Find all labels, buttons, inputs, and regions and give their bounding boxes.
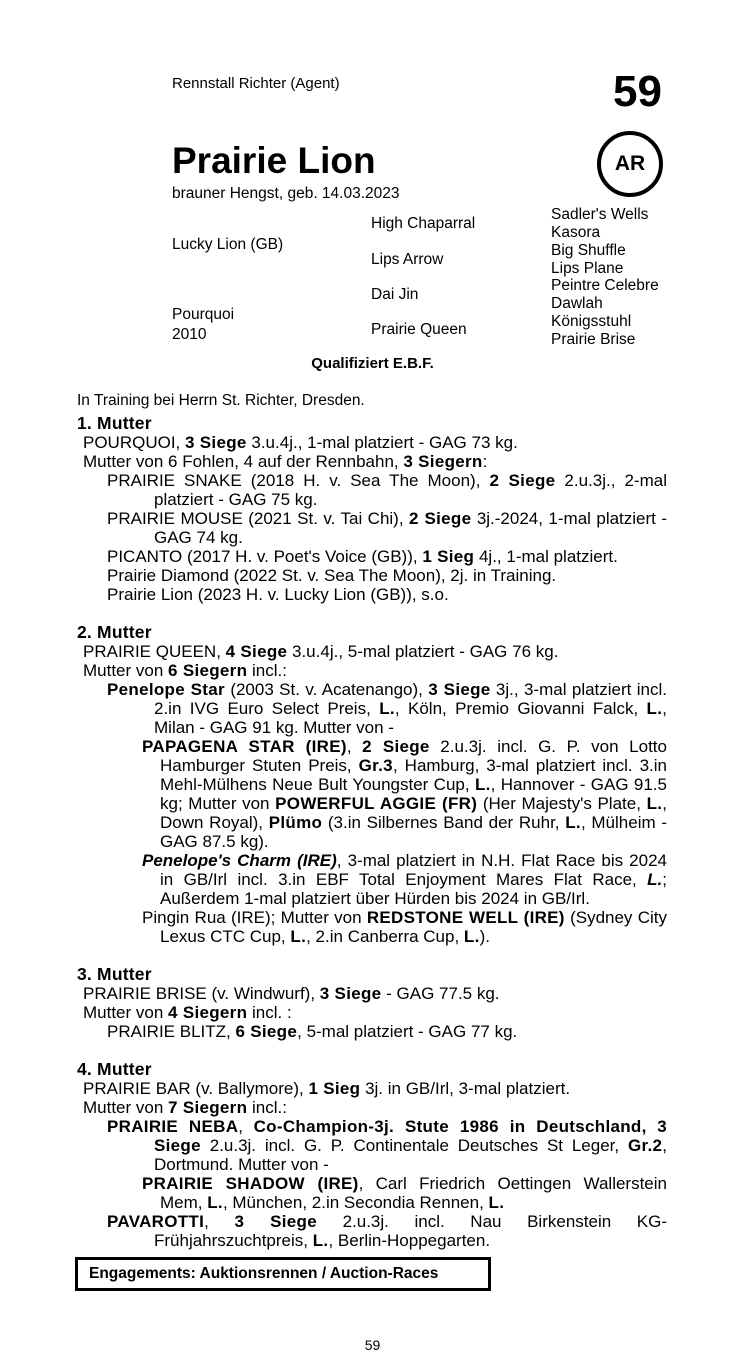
dam-produce-summary: Mutter von 4 Siegern incl. :	[83, 1003, 292, 1022]
pedigree-dam-year: 2010	[172, 326, 207, 343]
dam-produce-summary: Mutter von 7 Siegern incl.:	[83, 1098, 287, 1117]
list-item: PICANTO (2017 H. v. Poet's Voice (GB)), 1 Sieg 4j., 1-mal platziert.	[107, 547, 618, 566]
agent-name: Rennstall Richter (Agent)	[172, 75, 340, 92]
pedigree-g3: Kasora	[551, 224, 601, 241]
lot-number: 59	[613, 67, 662, 116]
list-item: PRAIRIE SHADOW (IRE), Carl Friedrich Oettingen Wallerstein Mem, L., München, 2.in Secondia Rennen, L.	[142, 1174, 667, 1212]
pedigree-g3: Königsstuhl	[551, 313, 632, 330]
engagements-box: Engagements: Auktionsrennen / Auction-Races	[75, 1257, 491, 1291]
dam-produce-summary: Mutter von 6 Siegern incl.:	[83, 661, 287, 680]
list-item: Penelope's Charm (IRE), 3-mal platziert in N.H. Flat Race bis 2024 in GB/Irl incl. 3.in EBF Total Enjoyment Mares Flat Race, L.; Außerdem 1-mal platziert über Hürden bis 2024 in GB/Irl.	[142, 851, 668, 908]
page-number: 59	[364, 1337, 381, 1353]
training-note: In Training bei Herrn St. Richter, Dresden.	[77, 392, 365, 409]
dam-produce-summary: Mutter von 6 Fohlen, 4 auf der Rennbahn, 3 Siegern:	[83, 452, 488, 471]
pedigree-notes	[77, 414, 667, 1250]
pedigree-dam-dam: Prairie Queen	[371, 321, 467, 338]
pedigree-sire-sire: High Chaparral	[371, 215, 476, 232]
pedigree-sire-dam: Lips Arrow	[371, 251, 444, 268]
pedigree-dam: Pourquoi	[172, 306, 235, 323]
horse-name: Prairie Lion	[172, 140, 376, 181]
section-heading-m1: 1. Mutter	[77, 413, 152, 433]
dam-summary: PRAIRIE QUEEN, 4 Siege 3.u.4j., 5-mal platziert - GAG 76 kg.	[83, 642, 559, 661]
pedigree-g3: Lips Plane	[551, 260, 624, 277]
section-heading-m2: 2. Mutter	[77, 622, 152, 642]
dam-summary: POURQUOI, 3 Siege 3.u.4j., 1-mal platziert - GAG 73 kg.	[83, 433, 518, 452]
pedigree-g3: Dawlah	[551, 295, 603, 312]
dam-summary: PRAIRIE BRISE (v. Windwurf), 3 Siege - GAG 77.5 kg.	[83, 984, 500, 1003]
pedigree-dam-sire: Dai Jin	[371, 286, 419, 303]
section-heading-m3: 3. Mutter	[77, 964, 152, 984]
list-item: Penelope Star (2003 St. v. Acatenango), 3 Siege 3j., 3-mal platziert incl. 2.in IVG Euro Select Preis, L., Köln, Premio Giovanni Falck, L., Milan - GAG 91 kg. Mutter von -	[107, 680, 667, 737]
list-item: Prairie Lion (2023 H. v. Lucky Lion (GB)), s.o.	[107, 585, 449, 604]
list-item: PRAIRIE NEBA, Co-Champion-3j. Stute 1986 in Deutschland, 3 Siege 2.u.3j. incl. G. P. Continentale Deutsches St Leger, Gr.2, Dortmund. Mutter von -	[107, 1117, 667, 1174]
dam-summary: PRAIRIE BAR (v. Ballymore), 1 Sieg 3j. in GB/Irl, 3-mal platziert.	[83, 1079, 571, 1098]
list-item: Prairie Diamond (2022 St. v. Sea The Moon), 2j. in Training.	[107, 566, 557, 585]
qualification: Qualifiziert E.B.F.	[311, 355, 434, 372]
pedigree-g3: Peintre Celebre	[551, 277, 659, 294]
list-item: PAVAROTTI, 3 Siege 2.u.3j. incl. Nau Birkenstein KG-Frühjahrszuchtpreis, L., Berlin-Hoppegarten.	[107, 1212, 667, 1250]
ar-badge: AR	[597, 131, 663, 197]
list-item: PRAIRIE SNAKE (2018 H. v. Sea The Moon), 2 Siege 2.u.3j., 2-mal platziert - GAG 75 kg.	[107, 471, 667, 509]
horse-description: brauner Hengst, geb. 14.03.2023	[172, 185, 400, 202]
pedigree-g3: Prairie Brise	[551, 331, 636, 348]
pedigree-sire: Lucky Lion (GB)	[172, 236, 284, 253]
list-item: PAPAGENA STAR (IRE), 2 Siege 2.u.3j. incl. G. P. von Lotto Hamburger Stuten Preis, Gr.3, Hamburg, 3-mal platziert incl. 3.in Mehl-Mülhens Neue Bult Youngster Cup, L., Hannover - GAG 91.5 kg; Mutter von POWERFUL AGGIE (FR) (Her Majesty's Plate, L., Down Royal), Plümo (3.in Silbernes Band der Ruhr, L., Mülheim - GAG 87.5 kg).	[142, 737, 668, 851]
pedigree-g3: Big Shuffle	[551, 242, 626, 259]
list-item: PRAIRIE BLITZ, 6 Siege, 5-mal platziert - GAG 77 kg.	[107, 1022, 518, 1041]
section-heading-m4: 4. Mutter	[77, 1059, 152, 1079]
list-item: Pingin Rua (IRE); Mutter von REDSTONE WELL (IRE) (Sydney City Lexus CTC Cup, L., 2.in Canberra Cup, L.).	[142, 908, 667, 946]
list-item: PRAIRIE MOUSE (2021 St. v. Tai Chi), 2 Siege 3j.-2024, 1-mal platziert - GAG 74 kg.	[107, 509, 667, 547]
pedigree-g3: Sadler's Wells	[551, 206, 649, 223]
